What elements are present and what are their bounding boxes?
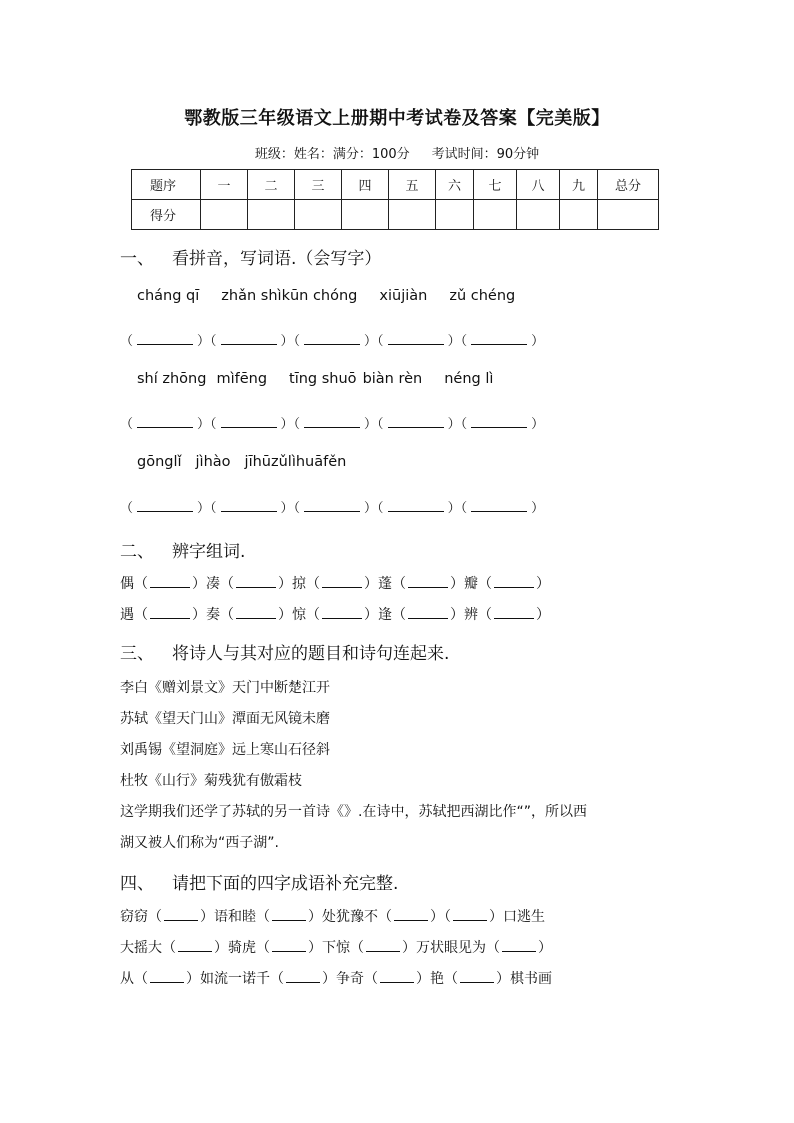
answer-blank[interactable] — [150, 577, 190, 588]
section-number: 三、 — [120, 644, 154, 664]
fill-in-question-continued: 湖又被人们称为“西子湖”. — [120, 835, 279, 851]
answer-blank[interactable] — [471, 501, 527, 512]
section-title: 看拼音，写词语.（会写字） — [172, 249, 382, 269]
answer-blank[interactable] — [494, 608, 534, 619]
pinyin-word: shí zhōng — [137, 371, 207, 387]
score-cell[interactable] — [560, 200, 598, 230]
score-header-cell: 九 — [560, 170, 598, 200]
score-cell[interactable] — [248, 200, 295, 230]
section-number: 四、 — [120, 874, 154, 894]
pinyin-row-2 — [137, 371, 515, 387]
pinyin-word: tīng shuō — [289, 371, 357, 387]
answer-blank[interactable] — [304, 417, 360, 428]
answer-blank[interactable] — [502, 941, 536, 952]
answer-blank[interactable] — [453, 910, 487, 921]
exam-time-label: 考试时间：90分钟 — [431, 147, 540, 162]
score-cell[interactable] — [201, 200, 248, 230]
answer-blank[interactable] — [394, 910, 428, 921]
score-cell[interactable] — [474, 200, 517, 230]
pinyin-word: mìfēng — [216, 371, 268, 387]
pinyin-word: kūn chóng — [281, 288, 358, 304]
section-4-heading — [120, 869, 398, 894]
poem-line: 杜牧《山行》菊残犹有傲霜枝 — [120, 773, 302, 789]
score-header-cell: 一 — [201, 170, 248, 200]
score-cell[interactable] — [295, 200, 342, 230]
section-number: 一、 — [120, 249, 154, 269]
answer-blank[interactable] — [150, 608, 190, 619]
page-title: 鄂教版三年级语文上册期中考试卷及答案【完美版】 — [184, 108, 610, 129]
idiom-row-2: 大摇大（ ）骑虎（ ）下惊（ ）万状眼见为（ ） — [120, 940, 552, 956]
answer-blanks-row-1: （ ）（ ）（ ）（ ）（ ） — [120, 334, 545, 349]
char: 掠 — [292, 576, 306, 592]
pinyin-word: néng lì — [444, 371, 494, 387]
section-3-heading — [120, 639, 449, 664]
answer-blank[interactable] — [366, 941, 400, 952]
score-cell[interactable] — [342, 200, 389, 230]
char: 逢 — [378, 607, 392, 623]
char: 瓣 — [464, 576, 478, 592]
score-table-score-row — [132, 200, 659, 230]
answer-blank[interactable] — [137, 417, 193, 428]
pinyin-row-1 — [137, 288, 537, 304]
pinyin-word: jīhū — [244, 454, 271, 470]
idiom-row-3: 从（ ）如流一诺千（ ）争奇（ ）艳（ ）棋书画 — [120, 971, 552, 987]
score-header-cell: 八 — [517, 170, 560, 200]
score-header-cell: 三 — [295, 170, 342, 200]
pinyin-word: cháng qī — [137, 288, 200, 304]
pinyin-row-3 — [137, 454, 368, 470]
answer-blank[interactable] — [304, 501, 360, 512]
poem-line: 刘禹锡《望洞庭》远上寒山石径斜 — [120, 742, 330, 758]
section-title: 将诗人与其对应的题目和诗句连起来. — [172, 644, 450, 664]
score-row-label: 得分 — [132, 200, 201, 230]
answer-blank[interactable] — [137, 334, 193, 345]
word-pair-row-2: 遇（ ）奏（ ）惊（ ）逢（ ）辨（ ） — [120, 607, 550, 623]
answer-blank[interactable] — [388, 334, 444, 345]
fill-in-question: 这学期我们还学了苏轼的另一首诗《》.在诗中，苏轼把西湖比作“”，所以西 — [120, 804, 587, 820]
answer-blank[interactable] — [137, 501, 193, 512]
poem-line: 苏轼《望天门山》潭面无风镜未磨 — [120, 711, 330, 727]
pinyin-word: jìhào — [195, 454, 231, 470]
answer-blank[interactable] — [286, 972, 320, 983]
score-table-header-row — [132, 170, 659, 200]
answer-blank[interactable] — [150, 972, 184, 983]
answer-blank[interactable] — [178, 941, 212, 952]
score-header-cell: 七 — [474, 170, 517, 200]
section-title: 请把下面的四字成语补充完整. — [172, 874, 399, 894]
pinyin-word: zǔ chéng — [449, 288, 516, 304]
answer-blank[interactable] — [408, 608, 448, 619]
answer-blank[interactable] — [494, 577, 534, 588]
idiom-row-1: 窃窃（ ）语和睦（ ）处犹豫不（ ）（ ）口逃生 — [120, 909, 545, 925]
score-header-cell: 题序 — [132, 170, 201, 200]
score-header-cell: 四 — [342, 170, 389, 200]
pinyin-word: zhǎn shì — [221, 288, 282, 304]
score-table — [131, 169, 659, 230]
section-1-heading — [120, 244, 381, 269]
answer-blank[interactable] — [221, 334, 277, 345]
score-cell[interactable] — [517, 200, 560, 230]
answer-blank[interactable] — [236, 608, 276, 619]
pinyin-word: biàn rèn — [362, 371, 423, 387]
char: 辨 — [464, 607, 478, 623]
word-pair-row-1: 偶（ ）凑（ ）掠（ ）蓬（ ）瓣（ ） — [120, 576, 550, 592]
char: 奏 — [206, 607, 220, 623]
class-name-score-label: 班级：姓名：满分：100分 — [254, 147, 410, 162]
answer-blank[interactable] — [471, 334, 527, 345]
pinyin-word: xiūjiàn — [379, 288, 428, 304]
answer-blank[interactable] — [408, 577, 448, 588]
answer-blank[interactable] — [272, 910, 306, 921]
answer-blank[interactable] — [221, 417, 277, 428]
score-cell[interactable] — [436, 200, 474, 230]
answer-blank[interactable] — [164, 910, 198, 921]
answer-blanks-row-2: （ ）（ ）（ ）（ ）（ ） — [120, 417, 545, 432]
pinyin-word: zǔlì — [270, 454, 296, 470]
poem-line: 李白《赠刘景文》天门中断楚江开 — [120, 680, 330, 696]
char: 蓬 — [378, 576, 392, 592]
answer-blank[interactable] — [221, 501, 277, 512]
answer-blank[interactable] — [388, 417, 444, 428]
section-number: 二、 — [120, 542, 154, 562]
char: 凑 — [206, 576, 220, 592]
answer-blank[interactable] — [388, 501, 444, 512]
char: 偶 — [120, 576, 134, 592]
score-cell[interactable] — [598, 200, 659, 230]
section-title: 辨字组词. — [172, 542, 246, 562]
answer-blank[interactable] — [322, 577, 362, 588]
answer-blank[interactable] — [460, 972, 494, 983]
answer-blank[interactable] — [380, 972, 414, 983]
section-2-heading — [120, 537, 245, 562]
score-header-cell: 二 — [248, 170, 295, 200]
answer-blank[interactable] — [304, 334, 360, 345]
pinyin-word: gōnglǐ — [137, 454, 182, 470]
score-header-cell: 六 — [436, 170, 474, 200]
answer-blanks-row-3: （ ）（ ）（ ）（ ）（ ） — [120, 501, 545, 516]
answer-blank[interactable] — [236, 577, 276, 588]
score-header-cell: 五 — [389, 170, 436, 200]
score-cell[interactable] — [389, 200, 436, 230]
score-header-cell: 总分 — [598, 170, 659, 200]
answer-blank[interactable] — [471, 417, 527, 428]
answer-blank[interactable] — [322, 608, 362, 619]
pinyin-word: huāfěn — [295, 454, 347, 470]
char: 遇 — [120, 607, 134, 623]
answer-blank[interactable] — [272, 941, 306, 952]
char: 惊 — [292, 607, 306, 623]
exam-info — [0, 143, 794, 162]
